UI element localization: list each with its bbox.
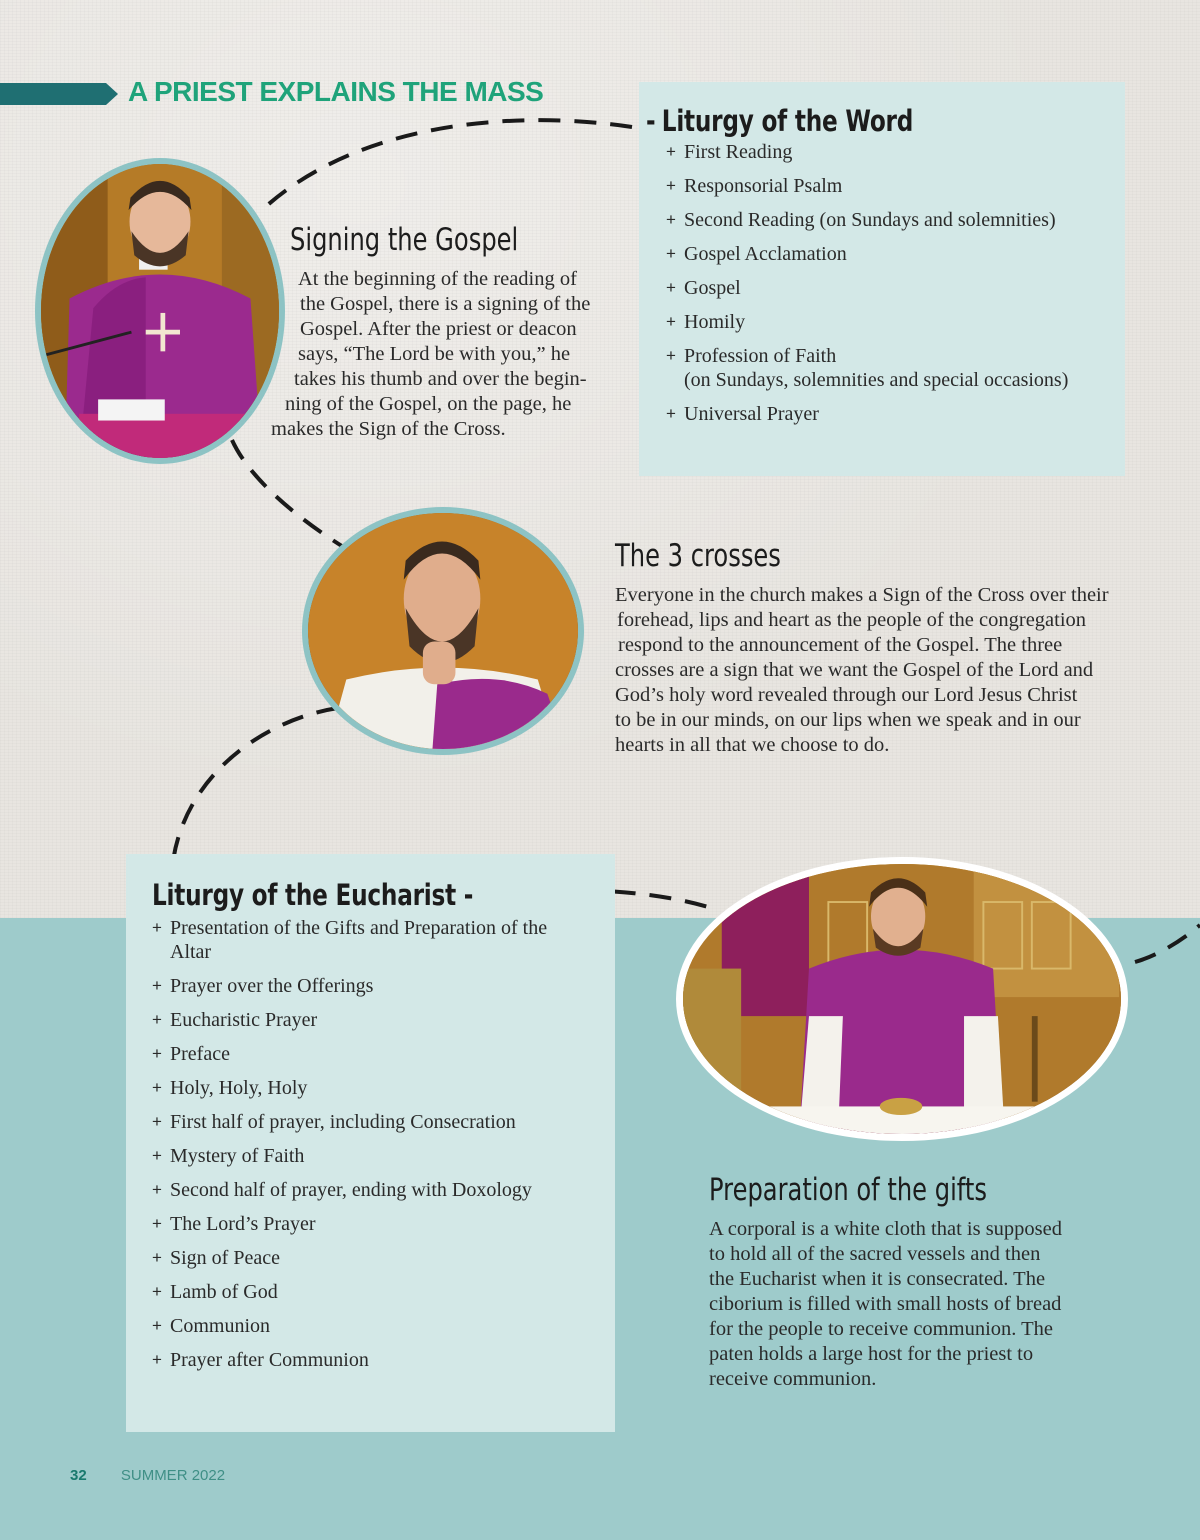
liturgy-of-the-word-item-text: Gospel — [684, 277, 741, 299]
liturgy-of-the-eucharist-item-text: First half of prayer, including Consecration — [170, 1111, 516, 1133]
plus-bullet-icon: + — [152, 1214, 162, 1233]
liturgy-of-the-eucharist-item-text: Altar — [170, 941, 212, 963]
liturgy-of-the-eucharist-item-text: Eucharistic Prayer — [170, 1009, 318, 1031]
plus-bullet-icon: + — [152, 1248, 162, 1267]
preparation-gifts-line: A corporal is a white cloth that is supposed — [709, 1218, 1062, 1240]
liturgy-of-the-eucharist-item — [152, 1212, 615, 1236]
plus-bullet-icon: + — [152, 1316, 162, 1335]
liturgy-of-the-eucharist-item-text: Second half of prayer, ending with Doxology — [170, 1179, 532, 1201]
preparation-gifts-line: for the people to receive communion. The — [709, 1318, 1054, 1340]
plus-bullet-icon: + — [152, 1146, 162, 1165]
signing-gospel-heading: Signing the Gospel — [290, 222, 519, 258]
plus-bullet-icon: + — [666, 142, 676, 161]
signing-gospel-line: makes the Sign of the Cross. — [271, 418, 506, 440]
photo-priest-signing-gospel — [35, 158, 285, 464]
signing-gospel-line: Gospel. After the priest or deacon — [300, 318, 577, 340]
three-crosses-line: respond to the announcement of the Gospel. The three — [618, 634, 1063, 656]
plus-bullet-icon: + — [152, 976, 162, 995]
three-crosses-line: God’s holy word revealed through our Lord Jesus Christ — [615, 684, 1078, 706]
plus-bullet-icon: + — [666, 278, 676, 297]
plus-bullet-icon: + — [152, 1078, 162, 1097]
three-crosses-line: Everyone in the church makes a Sign of the Cross over their — [615, 584, 1109, 606]
liturgy-of-the-word-box — [639, 82, 1125, 476]
liturgy-of-the-eucharist-list — [152, 916, 615, 1372]
liturgy-of-the-word-item — [666, 242, 1125, 266]
plus-bullet-icon: + — [152, 1112, 162, 1131]
liturgy-of-the-eucharist-item-text: Sign of Peace — [170, 1247, 280, 1269]
liturgy-of-the-eucharist-item — [152, 1178, 615, 1202]
liturgy-of-the-word-item — [666, 276, 1125, 300]
liturgy-of-the-eucharist-item — [152, 1280, 615, 1304]
liturgy-of-the-word-item-text: (on Sundays, solemnities and special occasions) — [684, 369, 1069, 391]
preparation-gifts-line: to hold all of the sacred vessels and then — [709, 1243, 1041, 1265]
three-crosses-line: hearts in all that we choose to do. — [615, 734, 890, 756]
liturgy-of-the-eucharist-item-text: Mystery of Faith — [170, 1145, 305, 1167]
liturgy-of-the-eucharist-item — [152, 1246, 615, 1270]
three-crosses-line: to be in our minds, on our lips when we speak and in our — [615, 709, 1081, 731]
three-crosses-heading: The 3 crosses — [615, 538, 781, 574]
liturgy-of-the-word-item — [666, 208, 1125, 232]
plus-bullet-icon: + — [152, 1282, 162, 1301]
liturgy-of-the-word-heading: - Liturgy of the Word — [646, 104, 914, 138]
plus-bullet-icon: + — [666, 404, 676, 423]
signing-gospel-line: the Gospel, there is a signing of the — [300, 293, 591, 315]
liturgy-of-the-word-item-text: Gospel Acclamation — [684, 243, 847, 265]
liturgy-of-the-eucharist-item-text: Presentation of the Gifts and Preparation of the — [170, 917, 548, 939]
signing-gospel-line: ning of the Gospel, on the page, he — [285, 393, 572, 415]
plus-bullet-icon: + — [666, 210, 676, 229]
liturgy-of-the-eucharist-heading: Liturgy of the Eucharist - — [152, 878, 474, 912]
liturgy-of-the-eucharist-item-text: Communion — [170, 1315, 271, 1337]
preparation-gifts-line: ciborium is filled with small hosts of bread — [709, 1293, 1062, 1315]
liturgy-of-the-eucharist-item — [152, 1314, 615, 1338]
liturgy-of-the-eucharist-item-text: Prayer after Communion — [170, 1349, 369, 1371]
plus-bullet-icon: + — [152, 1350, 162, 1369]
liturgy-of-the-eucharist-item — [152, 974, 615, 998]
section-title: A PRIEST EXPLAINS THE MASS — [128, 76, 544, 107]
liturgy-of-the-word-item-text: Homily — [684, 311, 746, 333]
signing-gospel-text — [271, 267, 611, 442]
signing-gospel-line: takes his thumb and over the begin- — [294, 368, 587, 390]
signing-gospel-line: At the beginning of the reading of — [298, 268, 577, 290]
liturgy-of-the-eucharist-item-text: Holy, Holy, Holy — [170, 1077, 308, 1099]
liturgy-of-the-eucharist-item-text: Prayer over the Offerings — [170, 975, 374, 997]
liturgy-of-the-eucharist-item — [152, 1076, 615, 1100]
liturgy-of-the-word-item-text: First Reading — [684, 141, 793, 163]
liturgy-of-the-word-item — [666, 402, 1125, 426]
plus-bullet-icon: + — [666, 176, 676, 195]
three-crosses-text — [615, 583, 1135, 758]
liturgy-of-the-eucharist-item — [152, 1144, 615, 1168]
liturgy-of-the-eucharist-item-text: Preface — [170, 1043, 230, 1065]
liturgy-of-the-eucharist-item — [152, 916, 615, 964]
plus-bullet-icon: + — [666, 312, 676, 331]
preparation-gifts-line: receive communion. — [709, 1368, 877, 1390]
liturgy-of-the-word-item — [666, 174, 1125, 198]
issue-label: SUMMER 2022 — [120, 1467, 226, 1484]
photo-priest-three-crosses — [302, 507, 584, 755]
preparation-gifts-line: paten holds a large host for the priest to — [709, 1343, 1034, 1365]
photo-priest-preparation-gifts — [676, 857, 1128, 1141]
preparation-gifts-heading: Preparation of the gifts — [709, 1172, 987, 1208]
liturgy-of-the-word-item-text: Universal Prayer — [684, 403, 819, 425]
plus-bullet-icon: + — [152, 1044, 162, 1063]
plus-bullet-icon: + — [152, 1010, 162, 1029]
three-crosses-line: forehead, lips and heart as the people of the congregation — [617, 609, 1087, 631]
liturgy-of-the-eucharist-item — [152, 1110, 615, 1134]
liturgy-of-the-word-item — [666, 310, 1125, 334]
page-footer — [70, 1467, 225, 1484]
liturgy-of-the-word-item-text: Responsorial Psalm — [684, 175, 843, 197]
signing-gospel-line: says, “The Lord be with you,” he — [298, 343, 571, 365]
plus-bullet-icon: + — [666, 346, 676, 365]
three-crosses-line: crosses are a sign that we want the Gospel of the Lord and — [615, 659, 1094, 681]
liturgy-of-the-word-item-text: Second Reading (on Sundays and solemnities) — [684, 209, 1056, 231]
liturgy-of-the-eucharist-item — [152, 1008, 615, 1032]
preparation-gifts-line: the Eucharist when it is consecrated. The — [709, 1268, 1046, 1290]
liturgy-of-the-eucharist-item-text: The Lord’s Prayer — [170, 1213, 316, 1235]
plus-bullet-icon: + — [152, 918, 162, 937]
liturgy-of-the-eucharist-item — [152, 1042, 615, 1066]
plus-bullet-icon: + — [666, 244, 676, 263]
liturgy-of-the-word-item — [666, 344, 1125, 392]
liturgy-of-the-word-list — [666, 140, 1125, 426]
liturgy-of-the-eucharist-item-text: Lamb of God — [170, 1281, 278, 1303]
preparation-gifts-text — [709, 1217, 1109, 1392]
liturgy-of-the-word-item — [666, 140, 1125, 164]
page-number: 32 — [70, 1467, 87, 1484]
liturgy-of-the-eucharist-box — [126, 854, 615, 1432]
plus-bullet-icon: + — [152, 1180, 162, 1199]
section-tag-arrow — [0, 83, 118, 105]
liturgy-of-the-eucharist-item — [152, 1348, 615, 1372]
liturgy-of-the-word-item-text: Profession of Faith — [684, 345, 837, 367]
